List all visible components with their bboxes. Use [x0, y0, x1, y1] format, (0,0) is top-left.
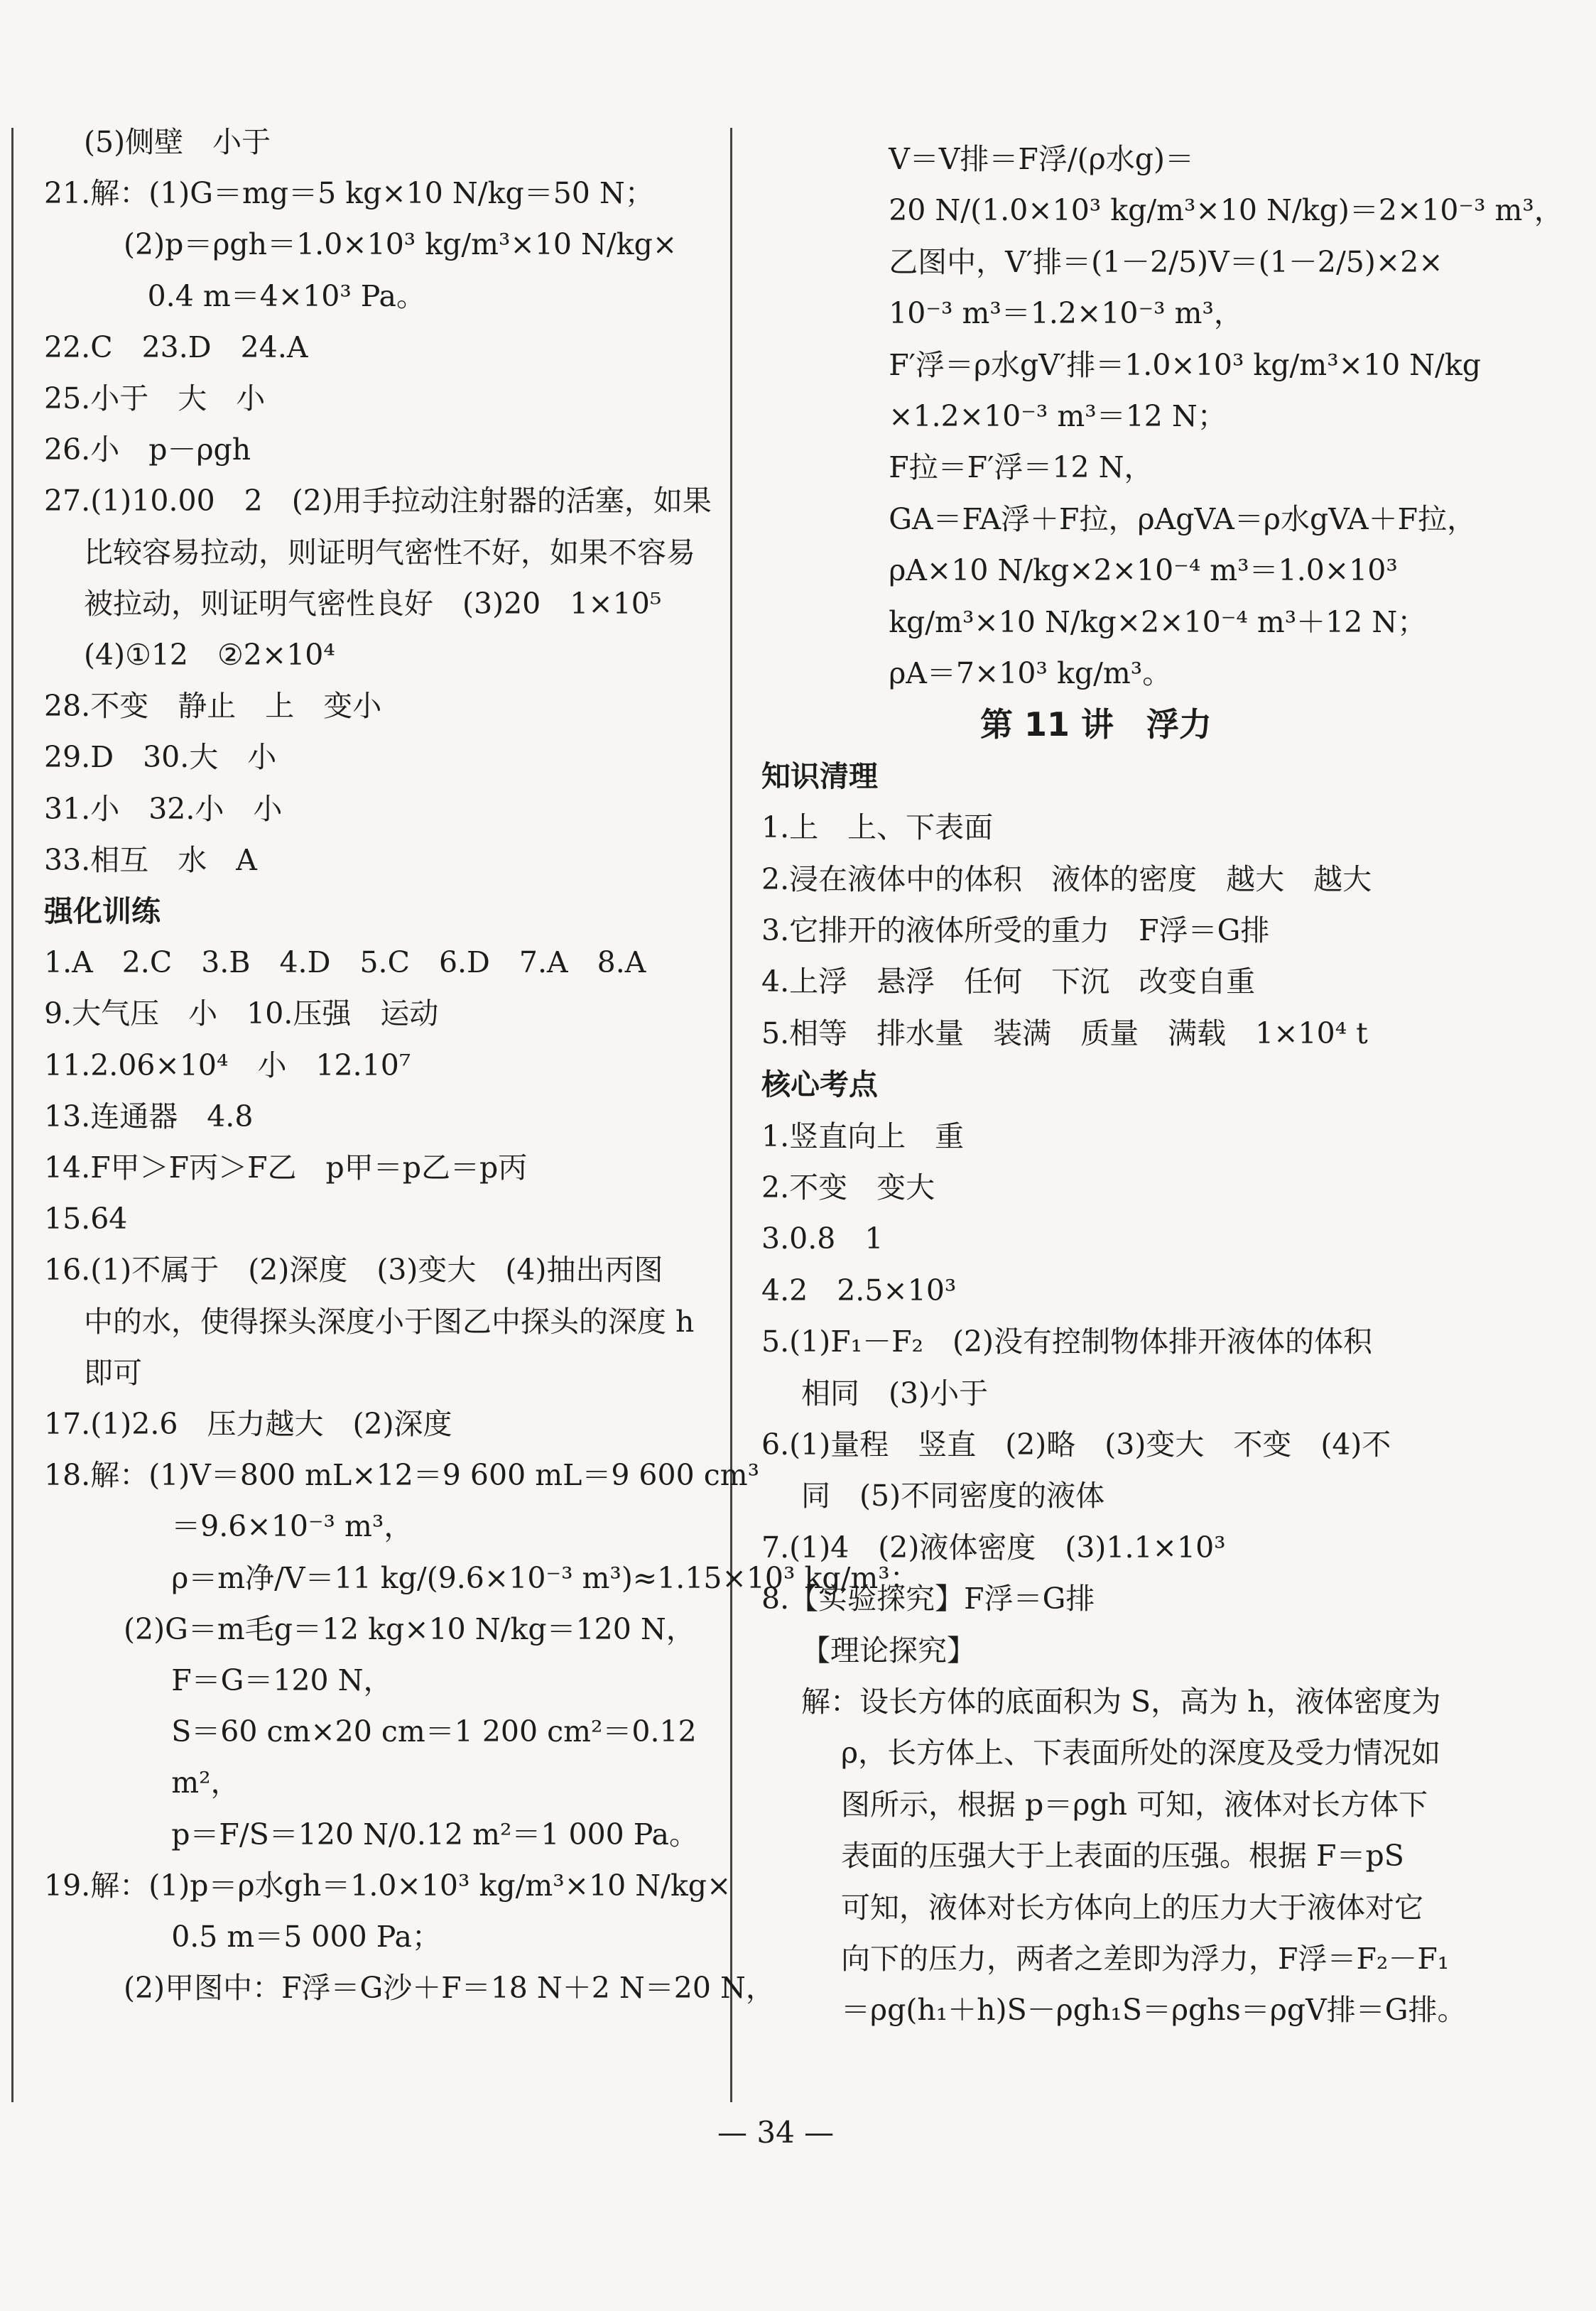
answer-line: 图所示，根据 p＝ρgh 可知，液体对长方体下	[841, 1787, 1428, 1822]
answer-line: 5.(1)F₁－F₂ (2)没有控制物体排开液体的体积	[761, 1325, 1373, 1359]
answer-line: 即可	[84, 1355, 142, 1390]
answer-line: F＝G＝120 N，	[171, 1663, 393, 1697]
answer-line: 解：设长方体的底面积为 S，高为 h，液体密度为	[801, 1685, 1441, 1719]
answer-line: 8.【实验探究】F浮＝G排	[761, 1582, 1095, 1616]
answer-line: 25.小于 大 小	[44, 381, 266, 415]
answer-line: 7.(1)4 (2)液体密度 (3)1.1×10³	[761, 1530, 1226, 1565]
answer-line: 2.不变 变大	[761, 1170, 935, 1205]
answer-line: 1.竖直向上 重	[761, 1119, 965, 1153]
answer-line: 相同 (3)小于	[801, 1376, 989, 1410]
answer-line: 16.(1)不属于 (2)深度 (3)变大 (4)抽出丙图	[44, 1253, 663, 1288]
answer-line: 乙图中，V′排＝(1－2/5)V＝(1－2/5)×2×	[889, 244, 1443, 279]
answer-line: ρA×10 N/kg×2×10⁻⁴ m³＝1.0×10³	[889, 553, 1398, 588]
answer-line: F′浮＝ρ水gV′排＝1.0×10³ kg/m³×10 N/kg	[889, 347, 1481, 382]
answer-line: 同 (5)不同密度的液体	[801, 1479, 1105, 1513]
answer-line: 9.大气压 小 10.压强 运动	[44, 996, 439, 1031]
answer-line: 31.小 32.小 小	[44, 791, 283, 826]
answer-line: 2.浸在液体中的体积 液体的密度 越大 越大	[761, 861, 1372, 896]
answer-line: 1.上 上、下表面	[761, 810, 994, 845]
answer-line: 13.连通器 4.8	[44, 1099, 254, 1133]
answer-line: 19.解：(1)p＝ρ水gh＝1.0×10³ kg/m³×10 N/kg×	[44, 1868, 732, 1903]
answer-line: 中的水，使得探头深度小于图乙中探头的深度 h	[84, 1304, 695, 1339]
answer-line: 被拉动，则证明气密性良好 (3)20 1×10⁵	[84, 586, 662, 621]
answer-line: 29.D 30.大 小	[44, 740, 277, 775]
answer-line: GA＝FA浮＋F拉，ρAgVA＝ρ水gVA＋F拉，	[889, 501, 1477, 536]
page-number: — 34 —	[717, 2115, 835, 2150]
answer-line: 18.解：(1)V＝800 mL×12＝9 600 mL＝9 600 cm³	[44, 1458, 760, 1493]
answer-line: V＝V排＝F浮/(ρ水g)＝	[889, 142, 1195, 176]
section-heading: 强化训练	[44, 894, 161, 928]
answer-line: 11.2.06×10⁴ 小 12.10⁷	[44, 1048, 411, 1082]
answer-line: 0.4 m＝4×10³ Pa。	[147, 278, 425, 313]
answer-line: 1.A 2.C 3.B 4.D 5.C 6.D 7.A 8.A	[44, 945, 646, 980]
answer-line: 【理论探究】	[801, 1633, 976, 1668]
answer-line: F拉＝F′浮＝12 N，	[889, 450, 1153, 485]
answer-line: (5)侧壁 小于	[84, 125, 271, 159]
answer-line: 6.(1)量程 竖直 (2)略 (3)变大 不变 (4)不	[761, 1428, 1391, 1462]
answer-line: 4.2 2.5×10³	[761, 1273, 957, 1307]
answer-line: (2)p＝ρgh＝1.0×10³ kg/m³×10 N/kg×	[124, 227, 678, 262]
answer-line: 0.5 m＝5 000 Pa；	[171, 1920, 441, 1954]
answer-line: 4.上浮 悬浮 任何 下沉 改变自重	[761, 964, 1256, 999]
section-heading: 知识清理	[761, 758, 878, 793]
answer-line: 比较容易拉动，则证明气密性不好，如果不容易	[84, 535, 695, 570]
answer-line: 20 N/(1.0×10³ kg/m³×10 N/kg)＝2×10⁻³ m³，	[889, 193, 1563, 228]
answer-line: 3.它排开的液体所受的重力 F浮＝G排	[761, 913, 1270, 947]
answer-line: (2)G＝m毛g＝12 kg×10 N/kg＝120 N，	[124, 1611, 695, 1646]
answer-line: m²，	[171, 1766, 240, 1800]
answer-line: 28.不变 静止 上 变小	[44, 689, 382, 724]
answer-line: 33.相互 水 A	[44, 842, 257, 877]
answer-line: ＝ρg(h₁＋h)S－ρgh₁S＝ρghs＝ρgV排＝G排。	[841, 1993, 1467, 2028]
answer-line: 10⁻³ m³＝1.2×10⁻³ m³，	[889, 296, 1243, 331]
section-heading: 核心考点	[761, 1067, 878, 1102]
answer-line: 向下的压力，两者之差即为浮力，F浮＝F₂－F₁	[841, 1942, 1450, 1976]
left-margin-rule	[11, 128, 13, 2102]
answer-line: kg/m³×10 N/kg×2×10⁻⁴ m³＋12 N；	[889, 604, 1427, 639]
answer-line: ＝9.6×10⁻³ m³，	[171, 1509, 413, 1544]
section-title: 第 11 讲 浮力	[980, 705, 1212, 744]
answer-line: 可知，液体对长方体向上的压力大于液体对它	[841, 1890, 1423, 1925]
answer-line: p＝F/S＝120 N/0.12 m²＝1 000 Pa。	[171, 1817, 698, 1851]
answer-line: 15.64	[44, 1202, 128, 1236]
answer-line: 5.相等 排水量 装满 质量 满载 1×10⁴ t	[761, 1016, 1368, 1050]
answer-line: 3.0.8 1	[761, 1222, 884, 1256]
answer-line: (2)甲图中：F浮＝G沙＋F＝18 N＋2 N＝20 N，	[124, 1971, 775, 2006]
answer-line: S＝60 cm×20 cm＝1 200 cm²＝0.12	[171, 1714, 697, 1749]
answer-line: 26.小 p－ρgh	[44, 433, 251, 467]
answer-line: 27.(1)10.00 2 (2)用手拉动注射器的活塞，如果	[44, 484, 712, 518]
answer-line: ×1.2×10⁻³ m³＝12 N；	[889, 399, 1227, 433]
answer-line: 22.C 23.D 24.A	[44, 330, 308, 364]
answer-line: 17.(1)2.6 压力越大 (2)深度	[44, 1407, 452, 1441]
answer-line: 14.F甲＞F丙＞F乙 p甲＝p乙＝p丙	[44, 1151, 528, 1185]
column-divider	[730, 128, 732, 2102]
answer-line: ρ＝m净/V＝11 kg/(9.6×10⁻³ m³)≈1.15×10³ kg/m³；	[171, 1560, 919, 1595]
answer-line: 表面的压强大于上表面的压强。根据 F＝pS	[841, 1839, 1404, 1874]
answer-line: 21.解：(1)G＝mg＝5 kg×10 N/kg＝50 N；	[44, 176, 654, 211]
answer-line: ρ，长方体上、下表面所处的深度及受力情况如	[841, 1736, 1441, 1771]
answer-line: (4)①12 ②2×10⁴	[84, 638, 335, 672]
answer-line: ρA＝7×10³ kg/m³。	[889, 656, 1172, 690]
